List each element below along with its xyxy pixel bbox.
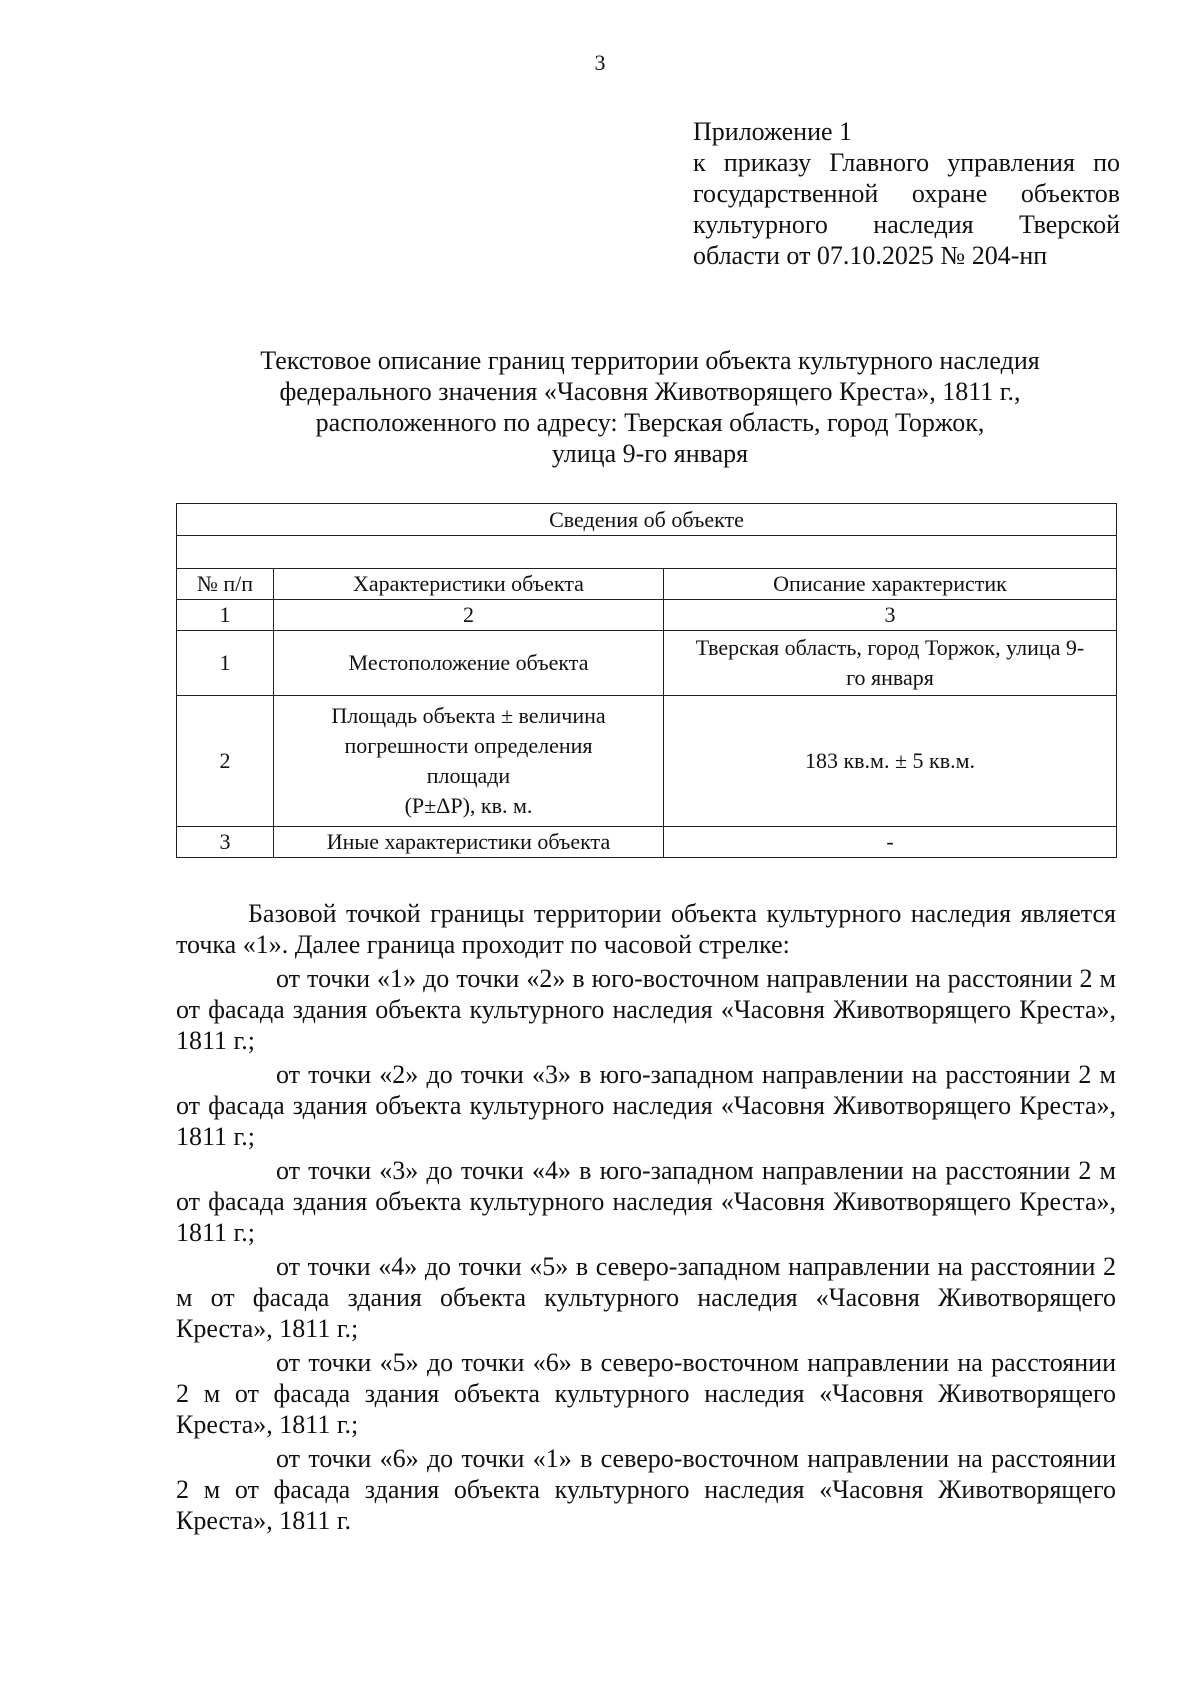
row-num: 1 — [177, 631, 274, 696]
segment-paragraph: от точки «4» до точки «5» в северо-западном направлении на расстоянии 2 м от фасада здания объекта культурного наследия «Часовня Животворящего Креста», 1811 г.; — [176, 1252, 1116, 1343]
intro-paragraph: Базовой точкой границы территории объекта культурного наследия является точка «1». Далее граница проходит по часовой стрелке: — [176, 899, 1116, 959]
table-row — [177, 827, 1117, 858]
appendix-line: области от 07.10.2025 № 204-нп — [693, 241, 1048, 270]
title-line: Текстовое описание границ территории объекта культурного наследия — [260, 346, 1040, 375]
column-number: 2 — [274, 600, 664, 631]
title-line: расположенного по адресу: Тверская область, город Торжок, — [315, 408, 985, 437]
table-caption-row — [177, 504, 1117, 536]
table-empty-cell — [177, 536, 1117, 569]
table-column-number-row — [177, 600, 1117, 631]
column-number: 3 — [664, 600, 1117, 631]
table-row — [177, 696, 1117, 827]
row-characteristic: Иные характеристики объекта — [274, 827, 664, 858]
row-characteristic-formula: (P±ΔP), кв. м. — [404, 793, 533, 818]
table-header-row — [177, 569, 1117, 600]
row-num: 3 — [177, 827, 274, 858]
table-caption: Сведения об объекте — [177, 504, 1117, 536]
appendix-line: государственной охране объектов — [693, 179, 1120, 208]
segment-paragraph: от точки «6» до точки «1» в северо-восточном направлении на расстоянии 2 м от фасада здания объекта культурного наследия «Часовня Животворящего Креста», 1811 г. — [176, 1444, 1116, 1535]
segment-paragraph: от точки «1» до точки «2» в юго-восточном направлении на расстоянии 2 м от фасада здания объекта культурного наследия «Часовня Животворящего Креста», 1811 г.; — [176, 964, 1116, 1055]
header-characteristic: Характеристики объекта — [274, 569, 664, 600]
row-description: - — [664, 827, 1117, 858]
page-number: 3 — [594, 50, 606, 75]
segment-paragraph: от точки «3» до точки «4» в юго-западном направлении на расстоянии 2 м от фасада здания объекта культурного наследия «Часовня Животворящего Креста», 1811 г.; — [176, 1156, 1116, 1247]
appendix-line: к приказу Главного управления по — [693, 148, 1120, 177]
appendix-line: культурного наследия Тверской — [693, 210, 1120, 239]
title-line: федерального значения «Часовня Животворящего Креста», 1811 г., — [279, 377, 1021, 406]
segment-paragraph: от точки «5» до точки «6» в северо-восточном направлении на расстоянии 2 м от фасада здания объекта культурного наследия «Часовня Животворящего Креста», 1811 г.; — [176, 1348, 1116, 1439]
title-line: улица 9-го января — [551, 439, 749, 468]
row-characteristic: Местоположение объекта — [274, 631, 664, 696]
header-description: Описание характеристик — [664, 569, 1117, 600]
appendix-block — [693, 116, 1120, 271]
column-number: 1 — [177, 600, 274, 631]
document-title — [170, 345, 1130, 469]
row-characteristic: Площадь объекта ± величина погрешности определения площади — [331, 703, 606, 788]
row-characteristic-cell — [274, 696, 664, 827]
table-empty-row — [177, 536, 1117, 569]
boundary-description — [176, 898, 1116, 1539]
row-description: 183 кв.м. ± 5 кв.м. — [664, 696, 1117, 827]
row-num: 2 — [177, 696, 274, 827]
segment-paragraph: от точки «2» до точки «3» в юго-западном направлении на расстоянии 2 м от фасада здания объекта культурного наследия «Часовня Животворящего Креста», 1811 г.; — [176, 1060, 1116, 1151]
row-description: Тверская область, город Торжок, улица 9-го января — [664, 631, 1117, 696]
header-num: № п/п — [177, 569, 274, 600]
object-info-table — [176, 503, 1117, 858]
table-row — [177, 631, 1117, 696]
appendix-line: Приложение 1 — [693, 117, 853, 146]
